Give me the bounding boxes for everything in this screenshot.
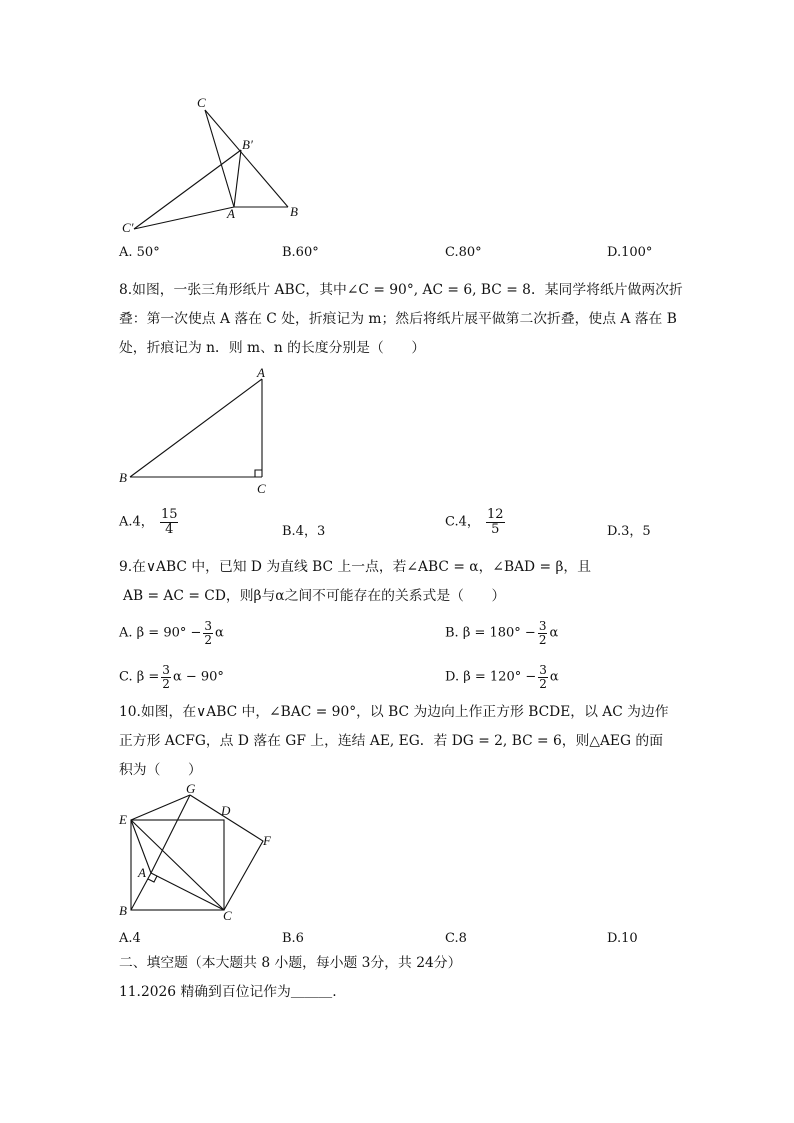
q9-option-d-den: 2 bbox=[539, 676, 547, 691]
q8-option-b[interactable]: B.4，3 bbox=[282, 524, 326, 539]
q9-option-c-post: α − 90° bbox=[172, 669, 224, 685]
q8-label-a: A bbox=[257, 365, 265, 380]
q9-option-a-post: α bbox=[215, 625, 224, 641]
q8-option-a-prefix: A.4， bbox=[119, 514, 154, 530]
q9-option-b-num: 3 bbox=[538, 619, 547, 633]
q9-option-a-pre: A. β = 90° − bbox=[119, 625, 202, 641]
q9-line-2: AB = AC = CD，则β与α之间不可能存在的关系式是（ ） bbox=[123, 588, 506, 604]
q9-option-c-den: 2 bbox=[162, 676, 170, 691]
q8-option-a-fraction bbox=[160, 508, 179, 536]
q9-option-b-fraction bbox=[538, 620, 548, 646]
q9-option-a-fraction bbox=[203, 620, 213, 646]
q9-option-d-post: α bbox=[549, 669, 559, 685]
q9-option-d-fraction bbox=[538, 664, 548, 690]
q10-option-a[interactable]: A.4 bbox=[119, 931, 141, 946]
q9-option-c[interactable] bbox=[119, 664, 224, 690]
q7-figure bbox=[110, 90, 320, 240]
q9-option-c-fraction bbox=[161, 664, 171, 690]
q11-text: 11.2026 精确到百位记作为＿＿＿. bbox=[119, 984, 337, 1000]
q10-label-c: C bbox=[223, 908, 232, 923]
q9-option-b-pre: B. β = 180° − bbox=[445, 625, 536, 641]
q10-label-d: D bbox=[221, 803, 231, 818]
q8-option-c-fraction bbox=[486, 508, 505, 536]
q9-option-c-num: 3 bbox=[162, 663, 170, 677]
q9-option-a[interactable] bbox=[119, 620, 224, 646]
section-2-heading: 二、填空题（本大题共 8 小题，每小题 3分，共 24分） bbox=[119, 955, 462, 971]
q8-option-a[interactable] bbox=[119, 508, 180, 536]
q10-option-d[interactable]: D.10 bbox=[607, 931, 638, 946]
q10-line-3: 积为（ ） bbox=[119, 762, 202, 778]
q10-option-c[interactable]: C.8 bbox=[445, 931, 467, 946]
q7-option-c[interactable]: C.80° bbox=[445, 245, 482, 260]
q7-label-b: B bbox=[290, 204, 298, 219]
q9-option-a-num: 3 bbox=[204, 619, 213, 633]
q7-option-a[interactable]: A. 50° bbox=[119, 245, 160, 260]
q8-line-3: 处，折痕记为 n．则 m、n 的长度分别是（ ） bbox=[119, 340, 426, 356]
q9-line-1: 9.在∨ABC 中，已知 D 为直线 BC 上一点，若∠ABC = α，∠BAD = β，且 bbox=[119, 559, 592, 575]
q9-option-a-den: 2 bbox=[204, 632, 213, 647]
q8-option-c-prefix: C.4， bbox=[445, 514, 480, 530]
q7-option-b[interactable]: B.60° bbox=[282, 245, 319, 260]
q9-option-b[interactable] bbox=[445, 620, 558, 646]
q8-option-d[interactable]: D.3，5 bbox=[607, 524, 651, 539]
q10-line-2: 正方形 ACFG，点 D 落在 GF 上，连结 AE, EG．若 DG = 2, BC = 6，则△AEG 的面 bbox=[119, 733, 663, 749]
q7-label-c-prime: C′ bbox=[122, 220, 134, 235]
q10-label-f: F bbox=[263, 833, 271, 848]
q8-option-c-num: 12 bbox=[487, 507, 504, 522]
q9-option-b-den: 2 bbox=[538, 632, 547, 647]
q8-option-c[interactable] bbox=[445, 508, 507, 536]
q8-label-c: C bbox=[257, 481, 266, 496]
q8-option-a-den: 4 bbox=[165, 521, 174, 537]
q10-label-e: E bbox=[119, 812, 127, 827]
q7-label-a: A bbox=[227, 206, 235, 221]
q9-option-c-pre: C. β = bbox=[119, 669, 160, 685]
q10-label-g: G bbox=[186, 784, 196, 796]
q8-option-a-num: 15 bbox=[160, 507, 178, 522]
q10-label-b: B bbox=[119, 903, 127, 918]
q8-figure bbox=[110, 362, 280, 497]
q8-option-c-den: 5 bbox=[491, 521, 500, 537]
q9-option-d[interactable] bbox=[445, 664, 559, 690]
q10-label-a: A bbox=[138, 865, 146, 880]
q9-option-b-post: α bbox=[549, 625, 559, 641]
q10-figure bbox=[110, 784, 290, 924]
q8-line-2: 叠：第一次使点 A 落在 C 处，折痕记为 m；然后将纸片展平做第二次折叠，使点 A 落在 B bbox=[119, 311, 677, 327]
q8-label-b: B bbox=[119, 470, 127, 485]
q10-option-b[interactable]: B.6 bbox=[282, 931, 304, 946]
q10-line-1: 10.如图，在∨ABC 中，∠BAC = 90°，以 BC 为边向上作正方形 BCDE，以 AC 为边作 bbox=[119, 704, 669, 720]
q7-option-d[interactable]: D.100° bbox=[607, 245, 653, 260]
q7-label-b-prime: B′ bbox=[242, 137, 253, 152]
q7-label-c: C bbox=[197, 95, 206, 110]
q9-option-d-pre: D. β = 120° − bbox=[445, 669, 537, 685]
q9-option-d-num: 3 bbox=[539, 663, 547, 677]
q8-line-1: 8.如图，一张三角形纸片 ABC，其中∠C = 90°, AC = 6, BC = 8．某同学将纸片做两次折 bbox=[119, 282, 683, 298]
